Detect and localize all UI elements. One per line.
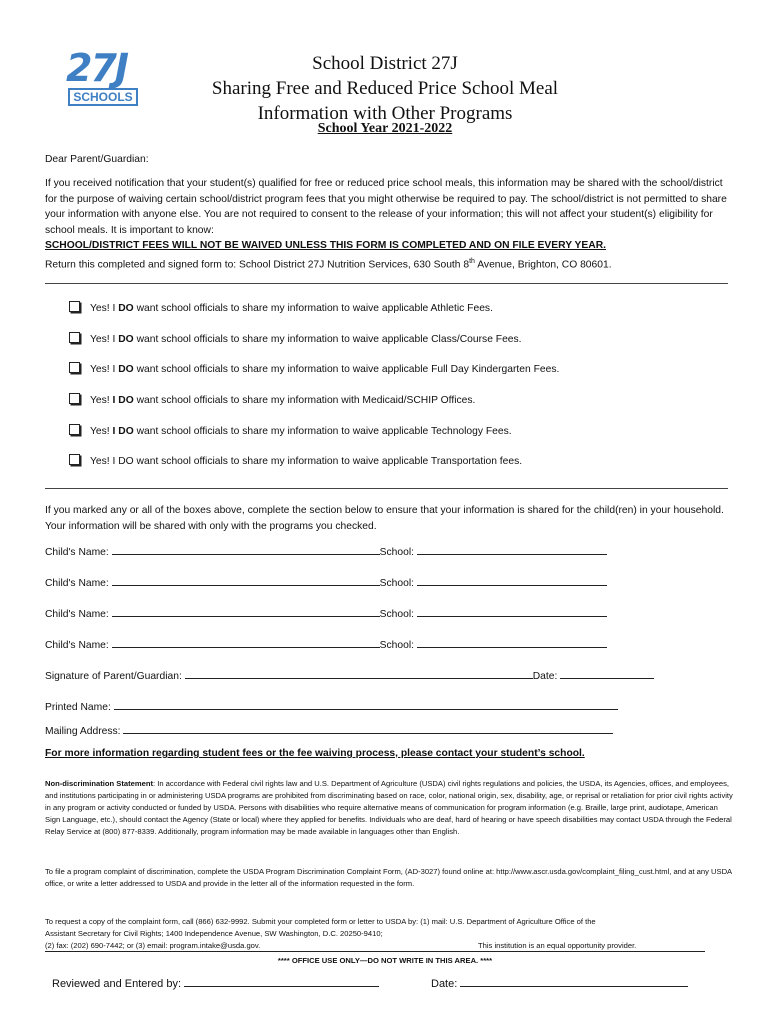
child-row-4: Child's Name: School: — [45, 638, 607, 653]
printed-name-field[interactable] — [114, 700, 618, 710]
complaint-instructions: To file a program complaint of discrimination, complete the USDA Program Discrimination Complaint Form, (AD-3027) found online at: http://www.ascr.usda.gov/complaint_filing_cust.html, and at any USDA office, or write a letter addressed to USDA and provide in the letter all of the information requested in the form. — [45, 867, 732, 888]
mailing-address-field[interactable] — [123, 724, 613, 734]
reviewed-by-field[interactable] — [184, 977, 379, 987]
intro-paragraph: If you received notification that your student(s) qualified for free or reduced price school meals, this information may be shared with the school/district for the purpose of waiving certain school/district program fees that you might otherwise be required to pay. The school/district is not permitted to share your information with anyone else. You are not required to consent to the release of your information; this will not affect your student(s) eligibility for school meals. It is important to know: — [45, 178, 727, 236]
signature-field[interactable] — [185, 669, 533, 679]
office-use-banner: **** OFFICE USE ONLY—DO NOT WRITE IN THIS AREA. **** — [277, 956, 493, 965]
logo-number: 27J — [66, 46, 128, 90]
office-date-row: Date: — [431, 977, 688, 991]
equal-opportunity-statement: This institution is an equal opportunity provider. — [478, 941, 637, 950]
school-year: School Year 2021-2022 — [317, 121, 453, 136]
class-course-fees-checkbox[interactable] — [69, 332, 80, 343]
fee-warning: SCHOOL/DISTRICT FEES WILL NOT BE WAIVED UNLESS THIS FORM IS COMPLETED AND ON FILE EVERY YEAR. — [45, 240, 607, 251]
technology-fees-checkbox[interactable] — [69, 424, 80, 435]
divider-top — [45, 283, 728, 284]
option-medicaid-schip: Yes! I DO want school officials to share my information with Medicaid/SCHIP Offices. — [69, 393, 709, 409]
child-row-2: Child's Name: School: — [45, 576, 607, 591]
child-name-field-1[interactable] — [112, 545, 380, 555]
medicaid-schip-checkbox[interactable] — [69, 393, 80, 404]
title-line-3: Information with Other Programs — [257, 103, 513, 124]
return-instructions: Return this completed and signed form to: School District 27J Nutrition Services, 630 South 8th Avenue, Brighton, CO 80601. — [45, 258, 612, 271]
reviewed-row: Reviewed and Entered by: — [52, 977, 379, 991]
printed-name-row: Printed Name: — [45, 700, 618, 715]
school-field-4[interactable] — [417, 638, 607, 648]
option-technology-fees: Yes! I DO want school officials to share my information to waive applicable Technology Fees. — [69, 424, 709, 440]
option-class-course-fees: Yes! I DO want school officials to share my information to waive applicable Class/Course Fees. — [69, 332, 709, 348]
school-field-2[interactable] — [417, 576, 607, 586]
district-logo — [66, 48, 140, 106]
signature-date-field[interactable] — [560, 669, 654, 679]
greeting: Dear Parent/Guardian: — [45, 154, 149, 165]
signature-row: Signature of Parent/Guardian: Date: — [45, 669, 654, 684]
option-kindergarten-fees: Yes! I DO want school officials to share my information to waive applicable Full Day Kindergarten Fees. — [69, 362, 709, 378]
more-info-note: For more information regarding student fees or the fee waiving process, please contact your student’s school. — [45, 748, 585, 759]
mailing-address-row: Mailing Address: — [45, 724, 613, 739]
option-transportation-fees: Yes! I DO want school officials to share my information to waive applicable Transportation fees. — [69, 454, 709, 470]
school-field-3[interactable] — [417, 607, 607, 617]
title-line-1: School District 27J — [312, 53, 458, 74]
nondiscrimination-statement: Non-discrimination Statement: In accordance with Federal civil rights law and U.S. Department of Agriculture (USDA) civil rights regulations and policies, the USDA, its Agencies, offices, and employees, and institutions participating in or administering USDA programs are prohibited from discriminating based on race, color, national origin, sex, disability, age, or reprisal or retaliation for prior civil rights activity in any program or activity conducted or funded by USDA. Persons with disabilities who require alternative means of communication for program information (e.g. Braille, large print, audiotape, American Sign Language, etc.), should contact the Agency (State or local) where they applied for benefits. Individuals who are deaf, hard of hearing or have speech disabilities may contact USDA through the Federal Relay Service at (800) 877-8339. Additionally, program information may be made available in languages other than English. — [45, 779, 733, 836]
kindergarten-fees-checkbox[interactable] — [69, 362, 80, 373]
child-name-field-2[interactable] — [112, 576, 380, 586]
household-instructions: If you marked any or all of the boxes above, complete the section below to ensure that your information is shared for the child(ren) in your household. Your information will be shared with only with the programs you checked. — [45, 505, 724, 532]
title-line-2: Sharing Free and Reduced Price School Meal — [211, 78, 559, 99]
divider-bottom — [45, 488, 728, 489]
form-title — [150, 51, 620, 126]
child-row-3: Child's Name: School: — [45, 607, 607, 622]
athletic-fees-checkbox[interactable] — [69, 301, 80, 312]
transportation-fees-checkbox[interactable] — [69, 454, 80, 465]
option-athletic-fees: Yes! I DO want school officials to share my information to waive applicable Athletic Fees. — [69, 301, 709, 317]
child-name-field-3[interactable] — [112, 607, 380, 617]
complaint-request: To request a copy of the complaint form, call (866) 632-9992. Submit your completed form or letter to USDA by: (1) mail: U.S. Department of Agriculture Office of the Assistant Secretary for Civil Rights; 1400 Independence Avenue, SW Washington, D.C. 20250-9410; (2) fax: (202) 690-7442; or (3) email: program.intake@usda.gov. This institution is an equal opportunity provider. — [45, 916, 735, 952]
child-name-field-4[interactable] — [112, 638, 380, 648]
child-row-1: Child's Name: School: — [45, 545, 607, 560]
office-date-field[interactable] — [460, 977, 688, 987]
logo-subtitle: SCHOOLS — [68, 88, 138, 106]
school-field-1[interactable] — [417, 545, 607, 555]
